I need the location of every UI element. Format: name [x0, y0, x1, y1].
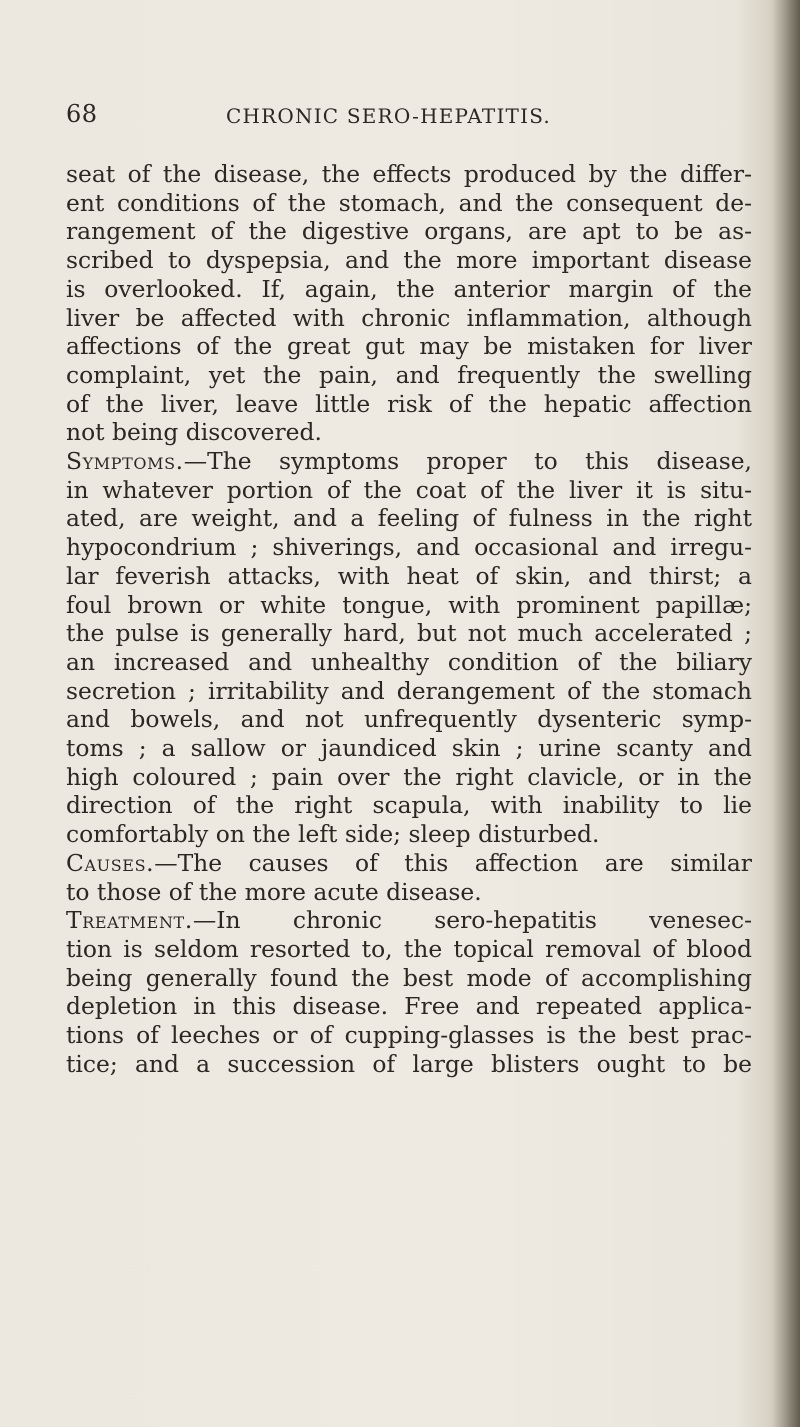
text-line: high coloured ; pain over the right clavicle, or in the: [66, 762, 752, 791]
section-heading: Causes.: [66, 848, 155, 877]
text-line: an increased and unhealthy condition of the biliary: [66, 647, 752, 676]
text-line: and bowels, and not unfrequently dysenteric symp-: [66, 705, 752, 734]
text-line: not being discovered.: [66, 418, 322, 447]
line-text: —The causes of this affection are similar: [154, 848, 752, 877]
paragraph: [66, 160, 752, 447]
text-line: tion is seldom resorted to, the topical removal of blood: [66, 934, 752, 963]
text-line: liver be affected with chronic inflammation, although: [66, 303, 752, 332]
text-line: comfortably on the left side; sleep disturbed.: [66, 820, 600, 849]
text-line: [66, 447, 752, 476]
paragraph: [66, 849, 752, 906]
page-header: [66, 100, 752, 140]
text-line: to those of the more acute disease.: [66, 877, 482, 906]
text-line: toms ; a sallow or jaundiced skin ; urine scanty and: [66, 734, 752, 763]
text-line: is overlooked. If, again, the anterior margin of the: [66, 274, 752, 303]
text-line: [66, 906, 752, 935]
text-line: affections of the great gut may be mistaken for liver: [66, 332, 752, 361]
paragraph: [66, 447, 752, 849]
text-line: [66, 849, 752, 878]
text-line: seat of the disease, the effects produced by the differ-: [66, 160, 752, 188]
text-line: lar feverish attacks, with heat of skin, and thirst; a: [66, 561, 752, 590]
line-text: —The symptoms proper to this disease,: [183, 447, 752, 476]
section-heading: Symptoms.: [66, 447, 184, 476]
text-line: the pulse is generally hard, but not much accelerated ;: [66, 619, 752, 648]
section-heading: Treatment.: [66, 906, 193, 935]
text-line: hypocondrium ; shiverings, and occasional and irregu-: [66, 533, 752, 562]
text-line: tice; and a succession of large blisters ought to be: [66, 1049, 752, 1078]
text-line: ated, are weight, and a feeling of fulness in the right: [66, 504, 752, 533]
text-line: being generally found the best mode of accomplishing: [66, 963, 752, 992]
page-number: 68: [66, 100, 98, 128]
text-line: in whatever portion of the coat of the liver it is situ-: [66, 475, 752, 504]
running-head: CHRONIC SERO-HEPATITIS.: [226, 104, 551, 128]
text-line: of the liver, leave little risk of the hepatic affection: [66, 389, 752, 418]
text-line: direction of the right scapula, with inability to lie: [66, 791, 752, 820]
text-line: complaint, yet the pain, and frequently the swelling: [66, 360, 752, 389]
page-gutter-shadow: [772, 0, 800, 1427]
text-line: ent conditions of the stomach, and the consequent de-: [66, 188, 752, 217]
body-text: [66, 160, 752, 1079]
text-line: depletion in this disease. Free and repeated applica-: [66, 992, 752, 1021]
line-text: —In chronic sero-hepatitis venesec-: [192, 906, 752, 935]
text-line: secretion ; irritability and derangement of the stomach: [66, 676, 752, 705]
text-line: tions of leeches or of cupping-glasses is the best prac-: [66, 1021, 752, 1050]
text-line: foul brown or white tongue, with prominent papillæ;: [66, 590, 752, 619]
text-line: rangement of the digestive organs, are apt to be as-: [66, 217, 752, 246]
paragraph: [66, 906, 752, 1078]
text-line: scribed to dyspepsia, and the more important disease: [66, 246, 752, 275]
